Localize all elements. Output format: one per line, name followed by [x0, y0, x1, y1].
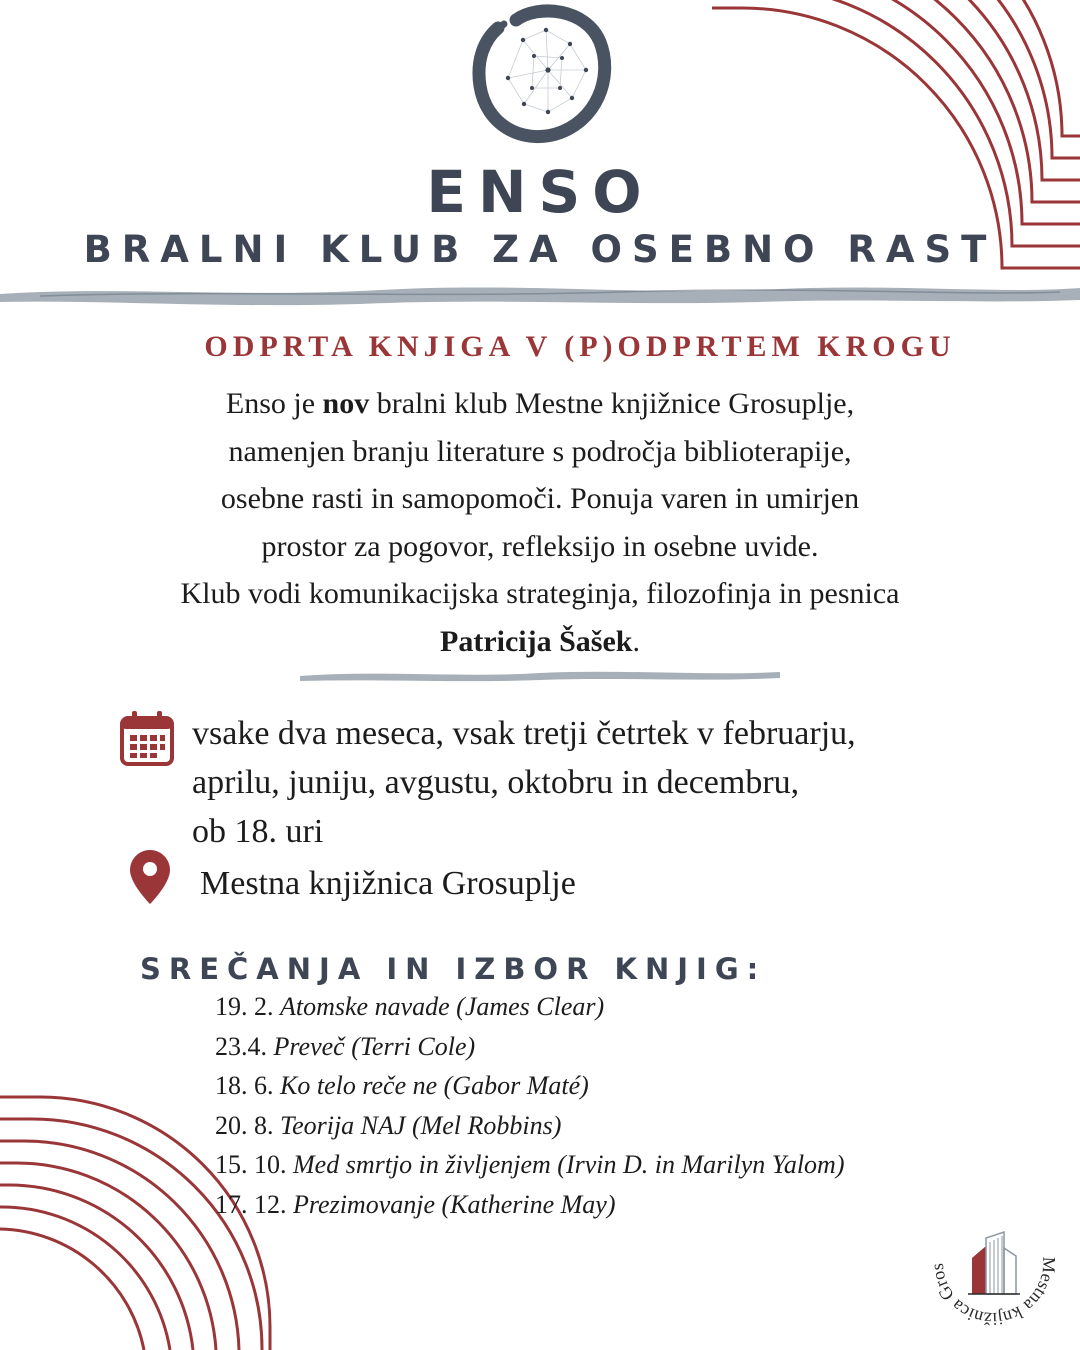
meeting-date: 20. 8. — [215, 1110, 280, 1140]
logo-ring-text: Mestna knjižnica Grosuplje — [923, 1182, 1060, 1330]
meetings-heading: SREČANJA IN IZBOR KNJIG: — [140, 952, 767, 986]
intro-text: Klub vodi komunikacijska strateginja, filozofinja in pesnica — [180, 577, 900, 610]
intro-paragraph — [60, 380, 1020, 665]
meeting-book: Preveč (Terri Cole) — [273, 1031, 476, 1061]
meeting-date: 19. 2. — [215, 992, 280, 1021]
svg-text:Mestna knjižnica Grosuplje — [924, 1182, 1060, 1329]
meeting-date: 23.4. — [215, 1031, 274, 1061]
meeting-book: Teorija NAJ (Mel Robbins) — [280, 1110, 562, 1140]
intro-text: osebne rasti in samopomoči. Ponuja varen in umirjen — [220, 482, 860, 515]
intro-text: namenjen branju literature s področja biblioterapije, — [228, 434, 852, 468]
location-text: Mestna knjižnica Grosuplje — [200, 865, 576, 902]
meeting-book: Ko telo reče ne (Gabor Maté) — [280, 1071, 589, 1100]
intro-text: prostor za pogovor, refleksijo in osebne uvide. — [261, 529, 819, 563]
page-subtitle: BRALNI KLUB ZA OSEBNO RAST — [83, 228, 997, 271]
list-item — [215, 987, 844, 1027]
library-building-icon — [968, 1232, 1020, 1294]
host-name: Patricija Šašek — [440, 624, 633, 658]
schedule-text — [192, 709, 856, 856]
list-item — [215, 1185, 844, 1225]
list-item — [215, 1145, 844, 1185]
intro-text: . — [632, 624, 640, 658]
intro-text: bralni klub Mestne knjižnice Grosuplje, — [369, 387, 855, 420]
schedule-line: vsake dva meseca, vsak tretji četrtek v februarju, — [192, 715, 856, 752]
schedule-line: aprilu, juniju, avgustu, oktobru in decembru, — [192, 764, 800, 801]
list-item — [215, 1027, 844, 1067]
list-item — [215, 1066, 844, 1106]
library-logo — [923, 1182, 1060, 1330]
calendar-icon — [119, 711, 175, 767]
enso-circle-icon — [468, 0, 618, 150]
intro-text: Enso je — [225, 387, 323, 420]
meeting-book: Med smrtjo in življenjem (Irvin D. in Marilyn Yalom) — [293, 1150, 845, 1179]
section-heading: ODPRTA KNJIGA V (P)ODPRTEM KROGU — [204, 330, 956, 363]
wash-divider-top — [0, 276, 1080, 316]
wash-divider-middle — [300, 664, 780, 688]
meeting-date: 18. 6. — [215, 1071, 280, 1100]
meeting-date: 15. 10. — [215, 1150, 293, 1179]
schedule-line: ob 18. uri — [192, 813, 324, 850]
meeting-book: Prezimovanje (Katherine May) — [293, 1189, 616, 1219]
meeting-book: Atomske navade (James Clear) — [280, 992, 605, 1021]
meeting-date: 17. 12. — [215, 1189, 293, 1219]
list-item — [215, 1106, 844, 1146]
intro-emphasis: nov — [322, 387, 370, 420]
map-pin-icon — [130, 850, 170, 904]
meetings-list — [215, 987, 844, 1224]
page-title: ENSO — [426, 158, 654, 226]
